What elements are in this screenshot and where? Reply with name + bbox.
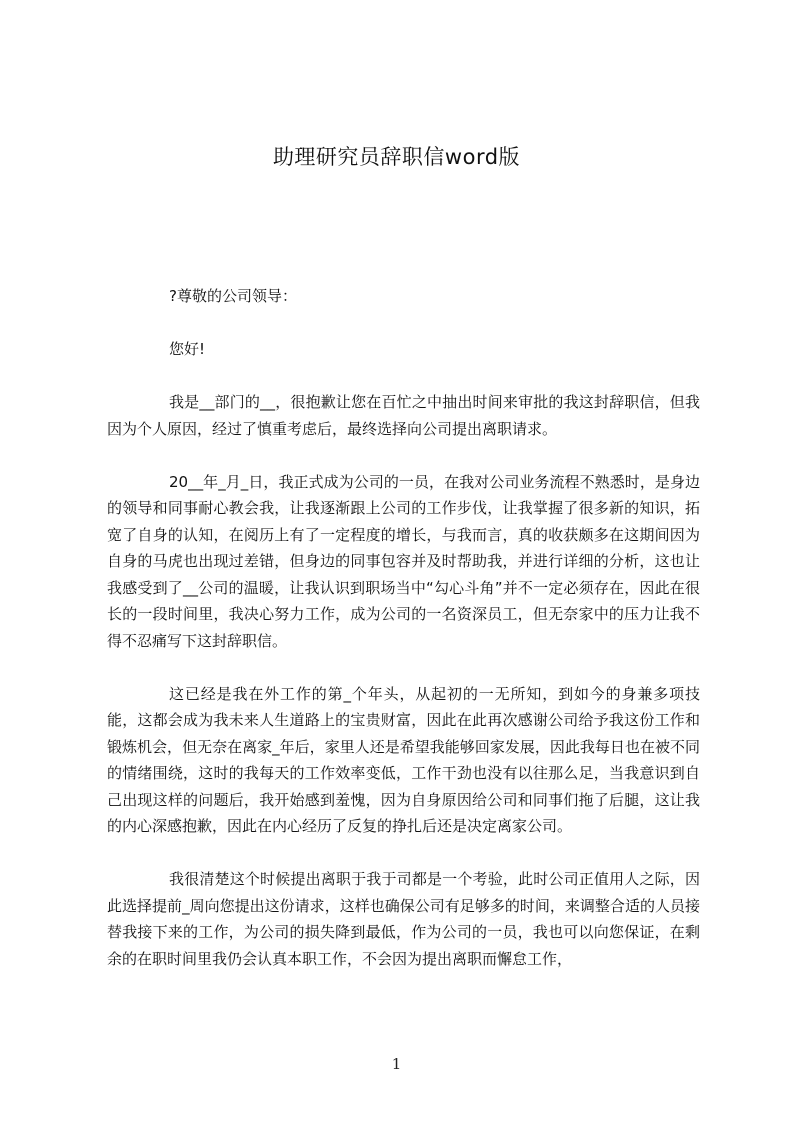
- paragraph-4: 我很清楚这个时候提出离职于我于司都是一个考验，此时公司正值用人之际，因此选择提前_周向您提出这份请求，这样也确保公司有足够多的时间，来调整合适的人员接替我接下来的工作，为公司的损失降到最低，作为公司的一员，我也可以向您保证，在剩余的在职时间里我仍会认真本职工作，不会因为提出离职而懈怠工作，: [107, 870, 700, 968]
- greeting: 您好!: [169, 340, 206, 358]
- document-title: 助理研究员辞职信word版: [272, 145, 521, 169]
- salutation: ?尊敬的公司领导：: [169, 287, 297, 305]
- paragraph-2: 20__年_月_日，我正式成为公司的一员，在我对公司业务流程不熟悉时，是身边的领导和同事耐心教会我，让我逐渐跟上公司的工作步伐，让我掌握了很多新的知识，拓宽了自身的认知，在阅历上有了一定程度的增长，与我而言，真的收获颇多在这期间因为自身的马虎也出现过差错，但身边的同事包容并及时帮助我，并进行详细的分析，这也让我感受到了__公司的温暖，让我认识到职场当中“勾心斗角”并不一定必须存在，因此在很长的一段时间里，我决心努力工作，成为公司的一名资深员工，但无奈家中的压力让我不得不忍痛写下这封辞职信。: [107, 472, 700, 650]
- paragraph-1: 我是__部门的__，很抱歉让您在百忙之中抽出时间来审批的我这封辞职信，但我因为个人原因，经过了慎重考虑后，最终选择向公司提出离职请求。: [107, 393, 700, 438]
- letter-body: [107, 283, 700, 999]
- paragraph-3: 这已经是我在外工作的第_个年头，从起初的一无所知，到如今的身兼多项技能，这都会成为我未来人生道路上的宝贵财富，因此在此再次感谢公司给予我这份工作和锻炼机会，但无奈在离家_年后，家里人还是希望我能够回家发展，因此我每日也在被不同的情绪围绕，这时的我每天的工作效率变低，工作干劲也没有以往那么足，当我意识到自己出现这样的问题后，我开始感到羞愧，因为自身原因给公司和同事们拖了后腿，这让我的内心深感抱歉，因此在内心经历了反复的挣扎后还是决定离家公司。: [107, 684, 700, 835]
- page-number: 1: [391, 1055, 402, 1073]
